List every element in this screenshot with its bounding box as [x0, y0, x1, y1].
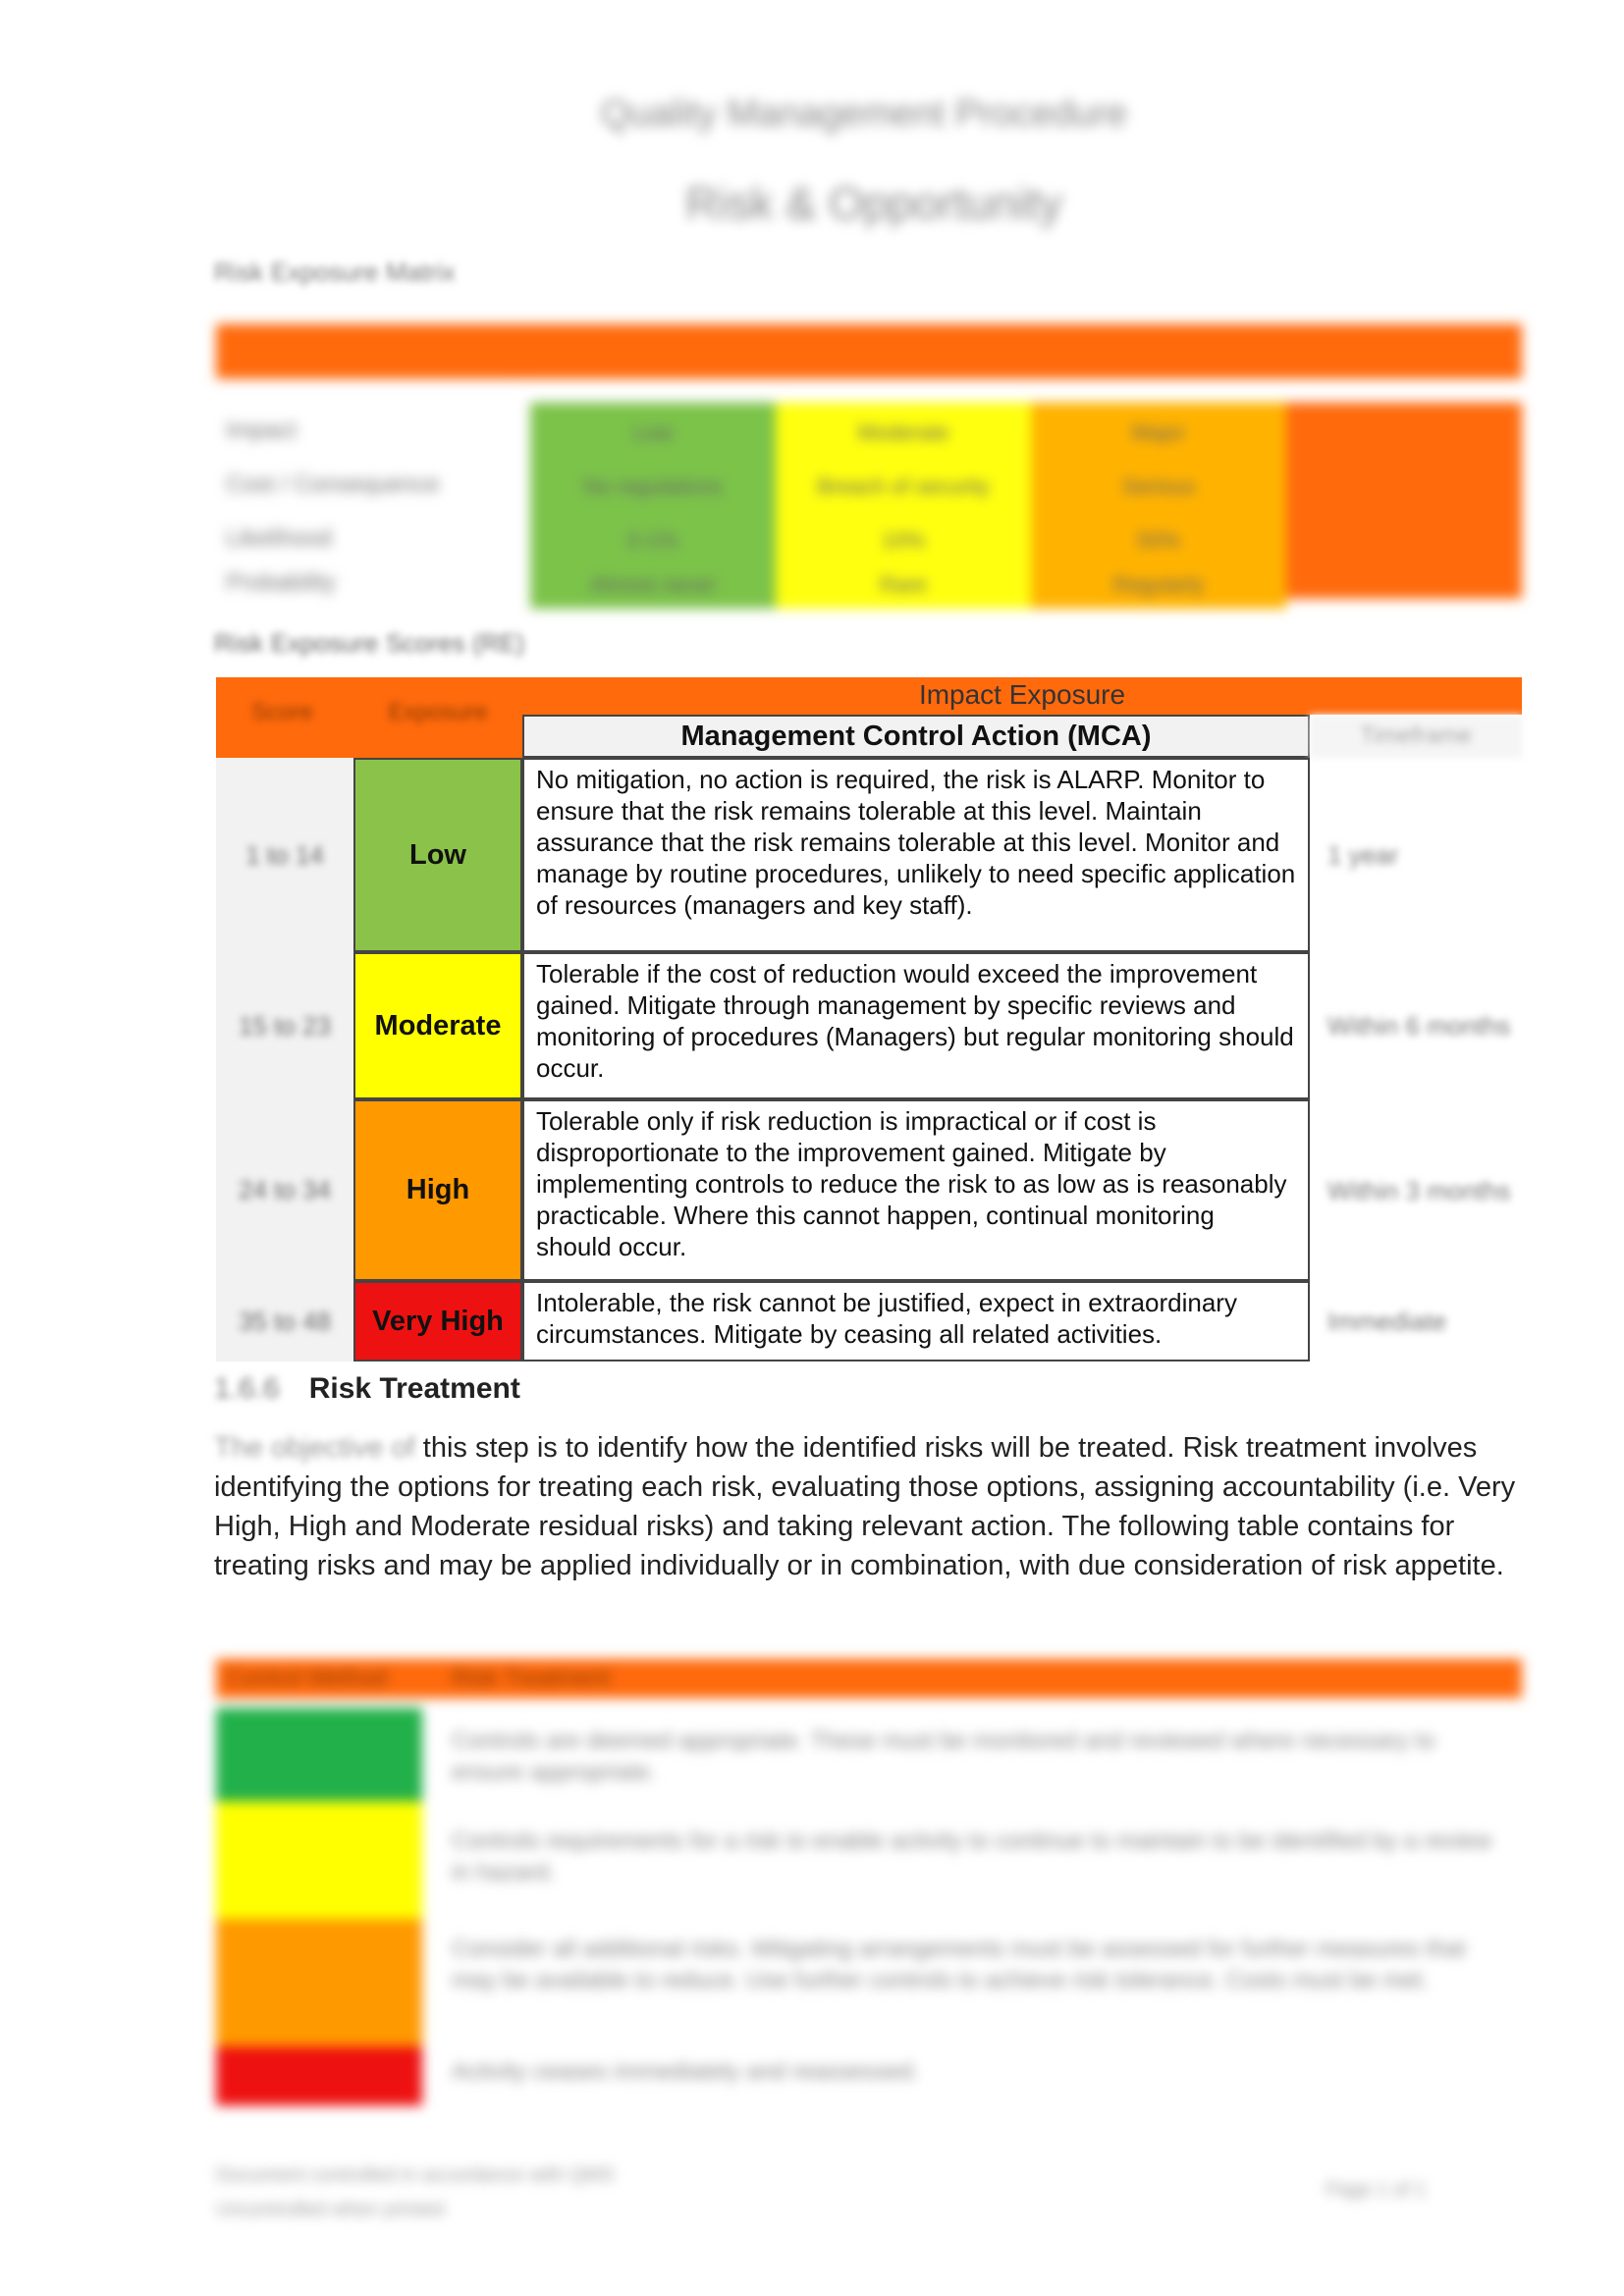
risk-matrix: [216, 324, 1522, 609]
treatment-swatch-green: [216, 1708, 422, 1801]
timeframe: Within 6 months: [1327, 1011, 1511, 1041]
matrix-cell: Breach of security: [816, 474, 991, 499]
treatment-header-bar: [216, 1659, 1522, 1698]
treatment-text: Controls are deemed appropriate. These must be monitored and reviewed where necessary to ensure appropriate.: [452, 1728, 1435, 1786]
risk-treatment-table: [216, 1659, 1522, 2120]
score-range: 1 to 14: [245, 839, 324, 870]
treatment-text: Consider all additional risks. Mitigating arrangements must be assessed for further measures that may be available to reduce. Use further controls to achieve risk tolerance. Costs must be met.: [452, 1936, 1466, 1994]
matrix-row-label: Impact: [226, 417, 298, 444]
score-range: 15 to 23: [239, 1010, 331, 1041]
matrix-cell: Almost never: [589, 572, 717, 597]
matrix-cell: 0-1%: [627, 528, 678, 553]
col-score-header: Score: [251, 699, 313, 725]
mca-description: Intolerable, the risk cannot be justified, expect in extraordinary circumstances. Mitigate by ceasing all related activities.: [522, 1281, 1310, 1362]
footer-left-1: Document controlled in accordance with QMS: [216, 2164, 615, 2186]
matrix-cell: Major: [1131, 420, 1186, 445]
mca-description: Tolerable if the cost of reduction would exceed the improvement gained. Mitigate through management by specific reviews and monitoring of procedures (Managers) but regular monitoring should occur.: [522, 952, 1310, 1099]
treatment-swatch-red: [216, 2047, 422, 2106]
matrix-cell: No regulations: [583, 474, 723, 499]
matrix-cell: 10%: [881, 528, 926, 553]
treatment-col-level: Control Method: [226, 1665, 388, 1691]
score-range: 35 to 48: [239, 1306, 331, 1336]
section-heading: [214, 1372, 520, 1406]
section-title: Risk Treatment: [308, 1372, 520, 1405]
matrix-cell: Regularly: [1112, 572, 1205, 597]
section-number: 1.6.6: [214, 1372, 280, 1405]
treatment-swatch-yellow: [216, 1801, 422, 1919]
matrix-row-label: Likelihood: [226, 525, 333, 552]
section-paragraph: [214, 1428, 1520, 1585]
score-range: 24 to 34: [239, 1175, 331, 1204]
matrix-cell: Serious: [1121, 474, 1196, 499]
timeframe: 1 year: [1327, 840, 1399, 870]
treatment-text: Activity ceases immediately and reassessed.: [452, 2058, 920, 2085]
timeframe: Immediate: [1327, 1307, 1447, 1336]
exposure-high: High: [353, 1099, 522, 1281]
document-header-title: Quality Management Procedure: [600, 93, 1128, 134]
matrix-row-label: Cost / Consequence: [226, 471, 440, 498]
timeframe-header: Timeframe: [1310, 715, 1522, 758]
treatment-text: Controls requirements for a risk to enable activity to continue to maintain to be identified by a review in hazard.: [452, 1828, 1492, 1886]
mca-description: No mitigation, no action is required, the risk is ALARP. Monitor to ensure that the risk remains tolerable at this level. Maintain assurance that the risk remains tolerable at this level. Monitor and manage by routine procedures, unlikely to need specific application of resources (managers and key staff).: [522, 758, 1310, 952]
matrix-cell: Rare: [880, 572, 927, 597]
timeframe: Within 3 months: [1327, 1175, 1511, 1205]
document-header-subtitle: Risk & Opportunity: [685, 178, 1062, 229]
treatment-swatch-orange: [216, 1919, 422, 2047]
paragraph-lead: The objective of: [214, 1432, 423, 1464]
footer-page-number: Page 1 of 1: [1326, 2179, 1427, 2201]
mca-header: Management Control Action (MCA): [522, 715, 1310, 758]
mca-description: Tolerable only if risk reduction is impractical or if cost is disproportionate to the improvement gained. Mitigate by implementing controls to reduce the risk to as low as is reasonably practicable. Where this cannot happen, continual monitoring should occur.: [522, 1099, 1310, 1281]
matrix-row-label: Probability: [226, 569, 337, 596]
paragraph-body: this step is to identify how the identified risks will be treated. Risk treatment involves identifying the options for treating each risk, evaluating those options, assigning accountability (i.e. Very High, High and Moderate residual risks) and taking relevant action. The following table contains for treating risks and may be applied individually or in combination, with due consideration of risk appetite.: [214, 1432, 1516, 1581]
exposure-table: [216, 677, 1522, 1369]
matrix-caption: Risk Exposure Matrix: [214, 257, 456, 287]
scores-caption: Risk Exposure Scores (RE): [214, 628, 525, 658]
matrix-cell: Low: [632, 420, 674, 445]
exposure-moderate: Moderate: [353, 952, 522, 1099]
matrix-cell: Moderate: [857, 420, 949, 445]
footer-left-2: Uncontrolled when printed: [216, 2199, 445, 2220]
exposure-low: Low: [353, 758, 522, 952]
matrix-header-bar: [216, 324, 1522, 379]
matrix-cell: 50%: [1136, 528, 1181, 553]
treatment-col-treatment: Risk Treatment: [452, 1665, 611, 1691]
exposure-very-high: Very High: [353, 1281, 522, 1362]
col-exposure-header: Exposure: [388, 699, 488, 725]
impact-exposure-label: Impact Exposure: [918, 679, 1126, 710]
